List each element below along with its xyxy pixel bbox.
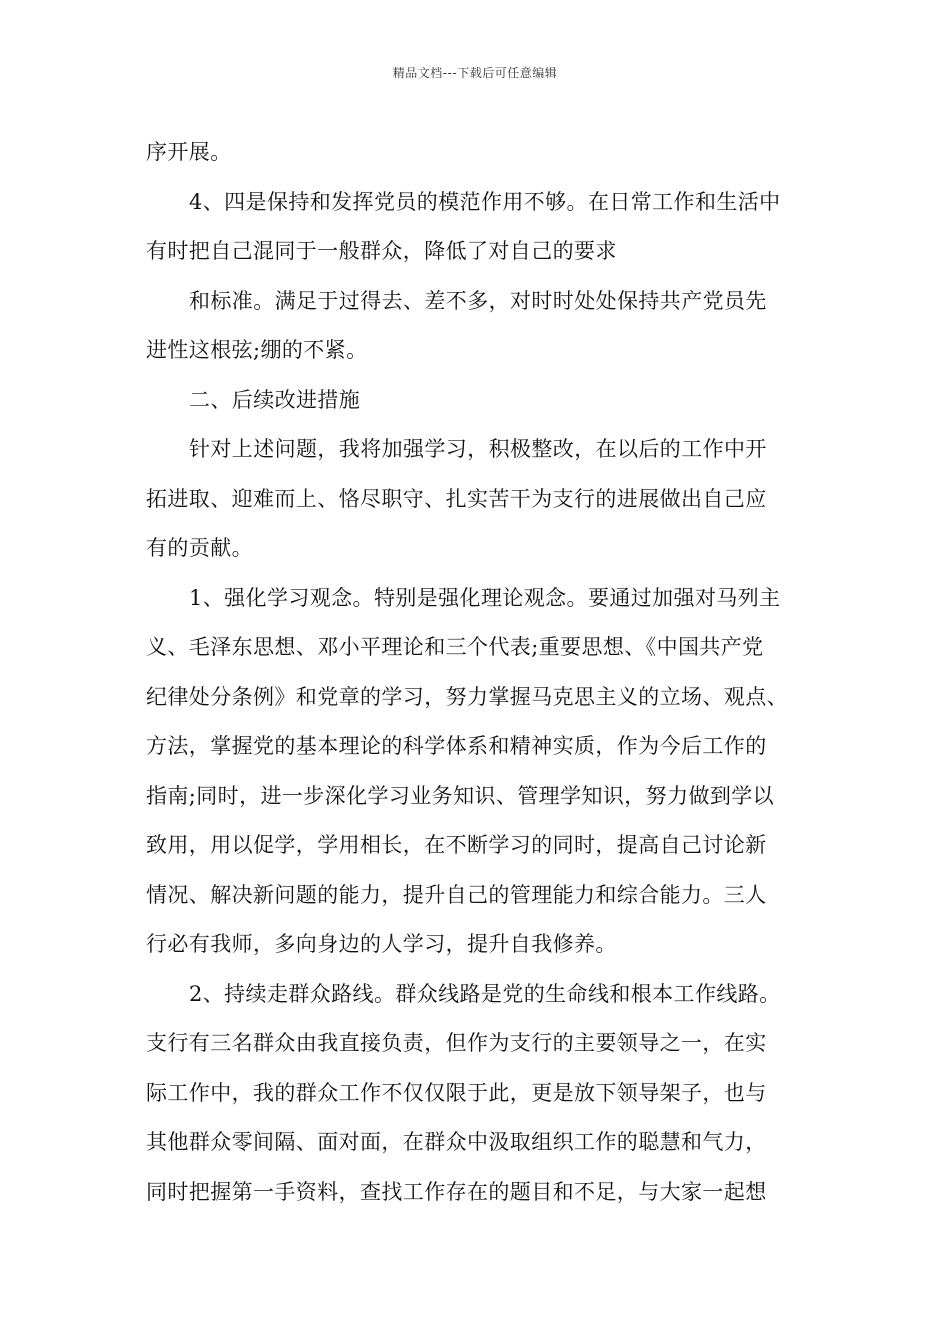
text-line: 4、四是保持和发挥党员的模范作用不够。在日常工作和生活中 [189,189,781,214]
text-line: 有的贡献。 [146,536,253,560]
text-line: 纪律处分条例》和党章的学习，努力掌握马克思主义的立场、观点、 [146,684,788,709]
text-line: 序开展。 [146,140,232,164]
text-line: 同时把握第一手资料，查找工作存在的题目和不足，与大家一起想 [146,1179,767,1204]
text-line: 义、毛泽东思想、邓小平理论和三个代表;重要思想、《中国共产党 [146,635,764,659]
text-line: 和标准。满足于过得去、差不多，对时时处处保持共产党员先 [189,288,767,313]
text-line: 致用，用以促学，学用相长，在不断学习的同时，提高自己讨论新 [146,833,767,857]
text-line: 进性这根弦;绷的不紧。 [146,338,368,362]
text-line: 针对上述问题，我将加强学习，积极整改，在以后的工作中开 [189,437,767,461]
section-heading: 二、后续改进措施 [189,387,361,412]
text-line: 其他群众零间隔、面对面，在群众中汲取组织工作的聪慧和气力， [146,1130,767,1154]
text-line: 拓进取、迎难而上、恪尽职守、扎实苦干为支行的进展做出自己应 [146,486,767,511]
text-line: 有时把自己混同于一般群众，降低了对自己的要求 [146,239,617,263]
document-body [146,128,826,1217]
page-header: 精品文档---下载后可任意编辑 [392,66,558,80]
text-line: 1、强化学习观念。特别是强化理论观念。要通过加强对马列主 [189,585,781,610]
text-line: 际工作中，我的群众工作不仅仅限于此，更是放下领导架子，也与 [146,1080,767,1105]
text-line: 指南;同时，进一步深化学习业务知识、管理学知识，努力做到学以 [146,783,775,808]
text-line: 2、持续走群众路线。群众线路是党的生命线和根本工作线路。 [189,981,781,1006]
text-line: 方法，掌握党的基本理论的科学体系和精神实质，作为今后工作的 [146,734,767,758]
text-line: 情况、解决新问题的能力，提升自己的管理能力和综合能力。三人 [146,882,767,907]
text-line: 行必有我师，多向身边的人学习，提升自我修养。 [146,932,617,956]
text-line: 支行有三名群众由我直接负责，但作为支行的主要领导之一，在实 [146,1031,767,1055]
